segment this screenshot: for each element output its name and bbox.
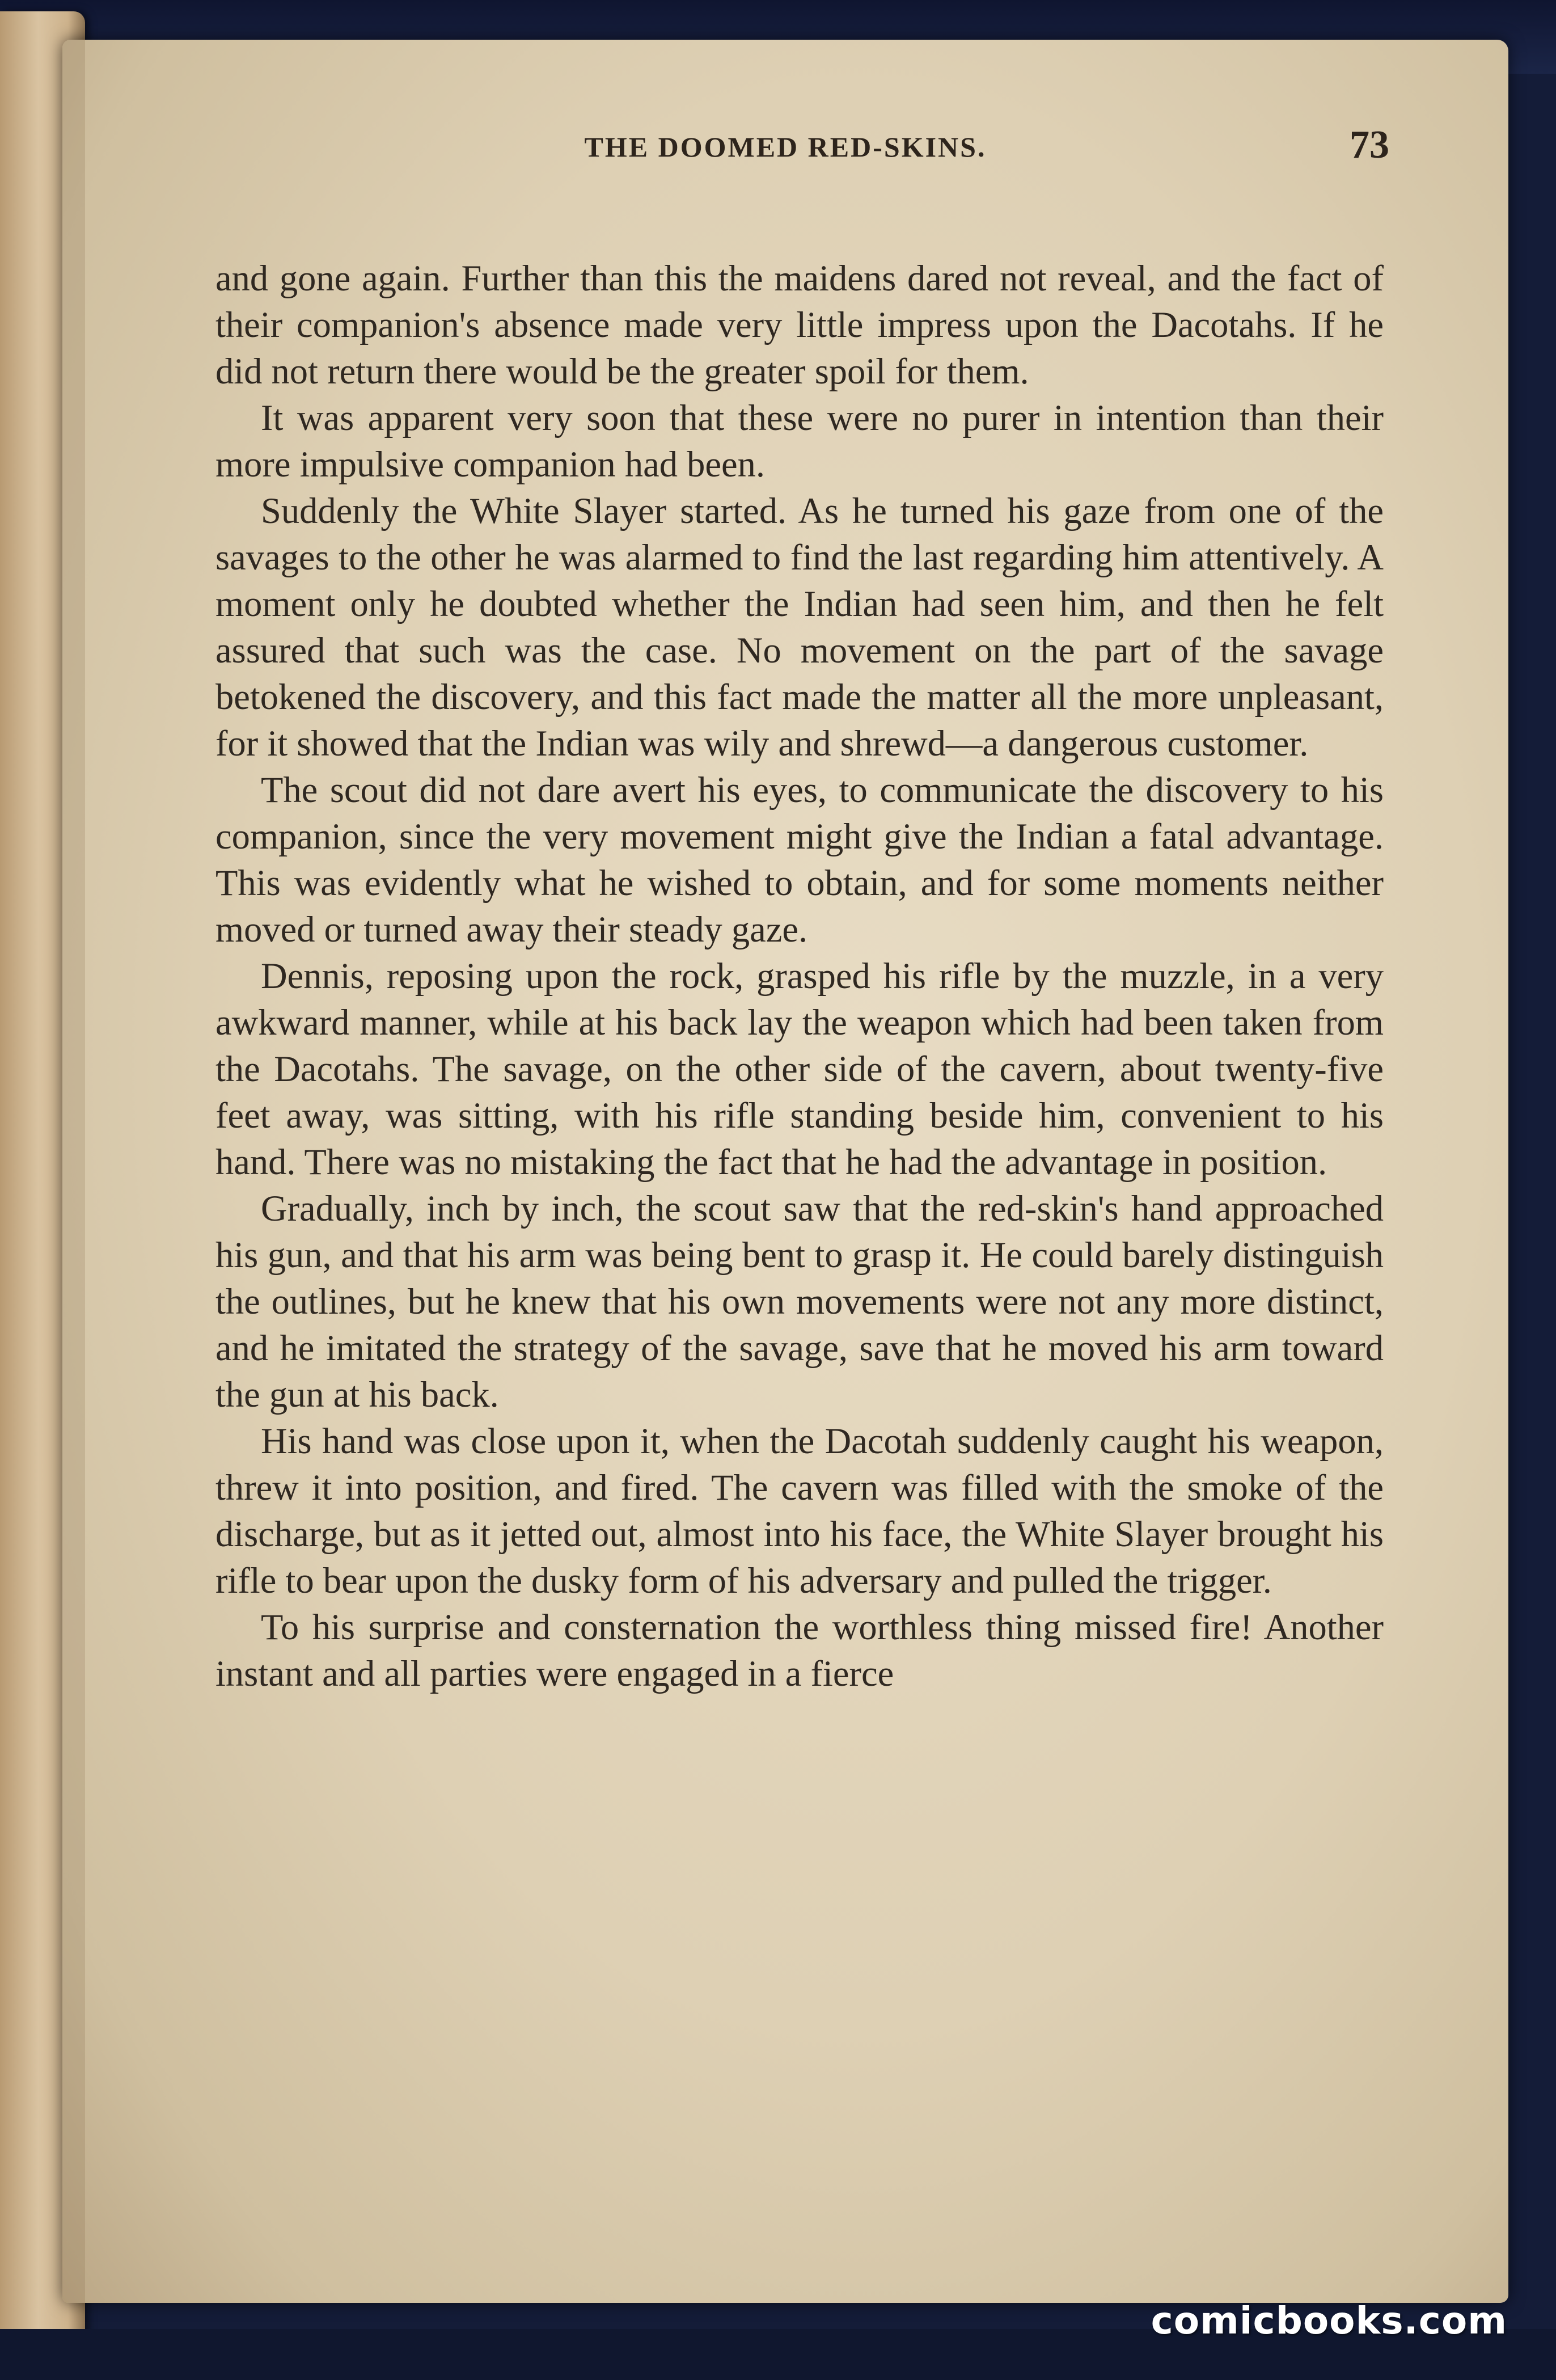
paragraph: Dennis, reposing upon the rock, grasped his rifle by the muzzle, in a very awkward manner, while at his back lay the weapon which had been taken from the Dacotahs. The savage, on the other side of the cavern, about twenty-five feet away, was sitting, with his rifle standing beside him, convenient to his hand. There was no mistaking the fact that he had the advantage in position.: [215, 956, 1384, 1182]
paragraph: It was apparent very soon that these were no purer in intention than their more impulsive companion had been.: [215, 398, 1384, 484]
book-page: [62, 40, 1508, 2303]
running-head: [62, 123, 1508, 176]
paragraph: and gone again. Further than this the maidens dared not reveal, and the fact of their companion's absence made very little impress upon the Dacotahs. If he did not return there would be the greater spoil for them.: [215, 258, 1384, 391]
running-head-title: THE DOOMED RED-SKINS.: [584, 131, 987, 163]
paragraph: Suddenly the White Slayer started. As he turned his gaze from one of the savages to the other he was alarmed to find the last regarding him attentively. A moment only he doubted whether the Indian had seen him, and then he felt assured that such was the case. No movement on the part of the savage betokened the discovery, and this fact made the matter all the more unpleasant, for it showed that the Indian was wily and shrewd—a dangerous customer.: [215, 491, 1384, 763]
paragraph: The scout did not dare avert his eyes, to communicate the discovery to his companion, since the very movement might give the Indian a fatal advantage. This was evidently what he wished to obtain, and for some moments neither moved or turned away their steady gaze.: [215, 770, 1384, 950]
body-text: [215, 255, 1384, 1697]
watermark: comicbooks.com: [1151, 2299, 1507, 2343]
paragraph: His hand was close upon it, when the Dacotah suddenly caught his weapon, threw it into position, and fired. The cavern was filled with the smoke of the discharge, but as it jetted out, almost into his face, the White Slayer brought his rifle to bear upon the dusky form of his adversary and pulled the trigger.: [215, 1421, 1384, 1601]
paragraph: Gradually, inch by inch, the scout saw that the red-skin's hand approached his gun, and that his arm was being bent to grasp it. He could barely distinguish the outlines, but he knew that his own movements were not any more distinct, and he imitated the strategy of the savage, save that he moved his arm toward the gun at his back.: [215, 1188, 1384, 1415]
paragraph: To his surprise and consternation the worthless thing missed fire! Another instant and all parties were engaged in a fierce: [215, 1607, 1384, 1694]
page-number: 73: [1350, 123, 1389, 167]
